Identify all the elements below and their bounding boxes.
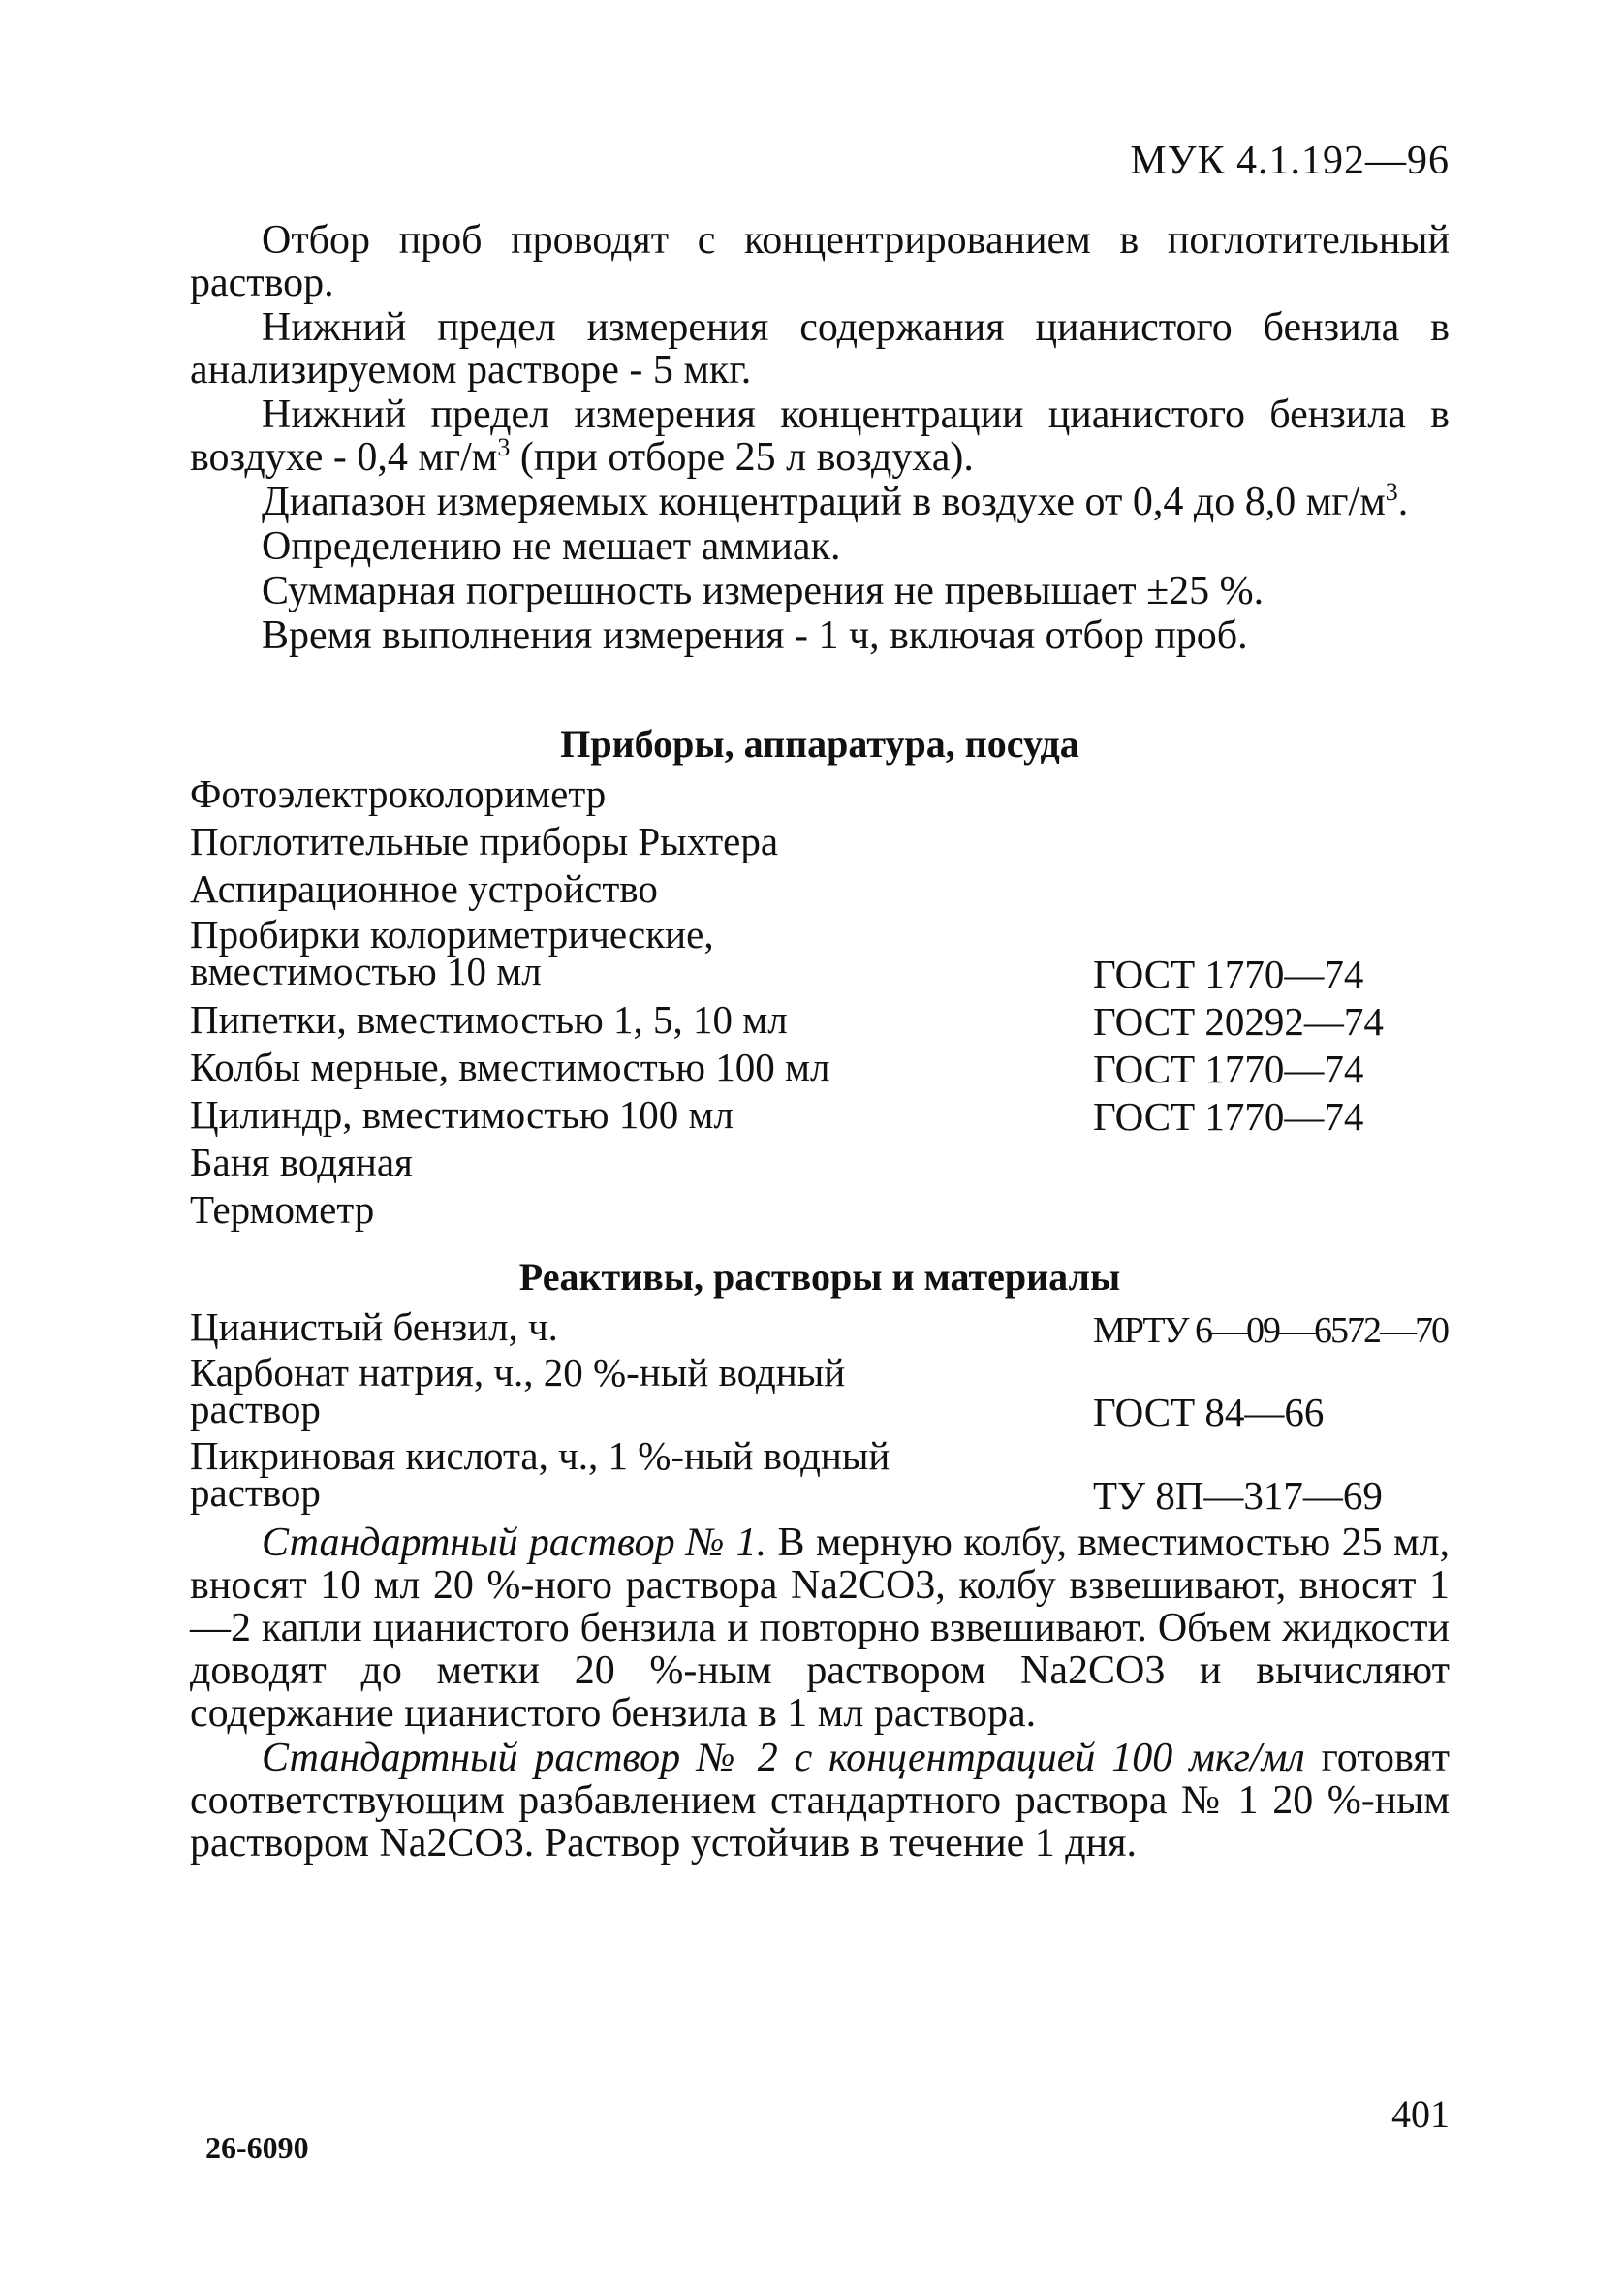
equipment-item bbox=[190, 1189, 1450, 1237]
equipment-item bbox=[190, 1094, 1450, 1142]
intro-p3-tail: (при отборе 25 л воздуха). bbox=[510, 435, 974, 480]
equipment-item-name: Фотоэлектроколориметр bbox=[190, 771, 607, 816]
intro-p4-sup: 3 bbox=[1385, 478, 1398, 506]
intro-paragraph-ammonia: Определению не мешает аммиак. bbox=[262, 524, 841, 569]
equipment-item-name: Пробирки колориметрические, вместимостью 10 мл bbox=[190, 912, 714, 993]
reagent-item-name: Цианистый бензил, ч. bbox=[190, 1304, 558, 1349]
equipment-item-name: Баня водяная bbox=[190, 1140, 413, 1184]
solution-2-text: готовят соответствующим разбавлением стандартного раствора № 1 20 %-ным раствором Na2CO3. Раствор устойчив в течение 1 дня. bbox=[190, 1736, 1450, 1866]
reagent-item-name: Пикриновая кислота, ч., 1 %-ный водный раствор bbox=[190, 1433, 890, 1515]
equipment-item-name: Поглотительные приборы Рыхтера bbox=[190, 819, 779, 863]
print-code: 26-6090 bbox=[205, 2130, 309, 2165]
solution-2-paragraph bbox=[190, 1737, 1450, 1865]
equipment-item-standard: ГОСТ 1770—74 bbox=[1093, 952, 1364, 996]
reagent-item bbox=[190, 1350, 1450, 1437]
page-number: 401 bbox=[1391, 2092, 1450, 2136]
intro-p3-sup: 3 bbox=[497, 433, 511, 461]
reagent-item-name: Карбонат натрия, ч., 20 %-ный водный раствор bbox=[190, 1350, 846, 1431]
intro-paragraph-sampling: Отбор проб проводят с концентрированием в поглотительный раствор. bbox=[190, 218, 1450, 305]
intro-paragraph-range bbox=[190, 478, 1450, 524]
equipment-item-name: Цилиндр, вместимостью 100 мл bbox=[190, 1092, 734, 1137]
equipment-item-name: Аспирационное устройство bbox=[190, 866, 658, 911]
equipment-item bbox=[190, 1142, 1450, 1189]
solutions-block bbox=[190, 1521, 1450, 1867]
intro-block bbox=[190, 219, 1450, 659]
intro-paragraph-lower-limit-solution: Нижний предел измерения содержания цианистого бензила в анализируемом растворе - 5 мкг. bbox=[190, 305, 1450, 392]
equipment-item bbox=[190, 999, 1450, 1047]
solution-1-label: Стандартный раствор № 1. bbox=[262, 1521, 767, 1565]
intro-paragraph-error: Суммарная погрешность измерения не превышает ±25 %. bbox=[262, 569, 1265, 613]
equipment-item-standard: ГОСТ 1770—74 bbox=[1093, 1047, 1364, 1091]
equipment-item-name: Колбы мерные, вместимостью 100 мл bbox=[190, 1045, 830, 1089]
reagent-item-standard: ТУ 8П—317—69 bbox=[1093, 1473, 1383, 1518]
equipment-list bbox=[190, 773, 1450, 1237]
equipment-item-standard: ГОСТ 20292—74 bbox=[1093, 999, 1384, 1044]
reagents-section-title: Реактивы, растворы и материалы bbox=[518, 1255, 1121, 1299]
reagent-item bbox=[190, 1433, 1450, 1521]
intro-paragraph-lower-limit-air bbox=[190, 393, 1450, 479]
equipment-item bbox=[190, 912, 1450, 999]
reagent-item bbox=[190, 1306, 1450, 1354]
reagent-item-standard: ГОСТ 84—66 bbox=[1093, 1390, 1325, 1434]
intro-p4-text: Диапазон измеряемых концентраций в воздухе от 0,4 до 8,0 мг/м bbox=[262, 480, 1386, 524]
intro-p3-text: Нижний предел измерения концентрации цианистого бензила в воздухе - 0,4 мг/м bbox=[190, 392, 1450, 480]
intro-paragraph-time: Время выполнения измерения - 1 ч, включая отбор проб. bbox=[262, 613, 1248, 658]
reagents-list bbox=[190, 1306, 1450, 1521]
equipment-item-name: Пипетки, вместимостью 1, 5, 10 мл bbox=[190, 997, 788, 1042]
equipment-item-name: Термометр bbox=[190, 1187, 375, 1232]
document-code-header: МУК 4.1.192—96 bbox=[1130, 139, 1450, 183]
solution-1-paragraph bbox=[190, 1521, 1450, 1735]
equipment-item bbox=[190, 773, 1450, 821]
equipment-item bbox=[190, 821, 1450, 868]
equipment-item bbox=[190, 868, 1450, 916]
equipment-item-standard: ГОСТ 1770—74 bbox=[1093, 1094, 1364, 1139]
solution-2-label: Стандартный раствор № 2 с концентрацией 100 мкг/мл bbox=[262, 1736, 1305, 1780]
solution-1-text: В мерную колбу, вместимостью 25 мл, вносят 10 мл 20 %-ного раствора Na2CO3, колбу взвешивают, вносят 1—2 капли цианистого бензила и повторно взвешивают. Объем жидкости доводят до метки 20 %-ным раствором Na2CO3 и вычисляют содержание цианистого бензила в 1 мл раствора. bbox=[190, 1521, 1450, 1736]
equipment-section-title: Приборы, аппаратура, посуда bbox=[560, 722, 1079, 766]
equipment-item bbox=[190, 1047, 1450, 1094]
reagent-item-standard: МРТУ 6—09—6572—70 bbox=[1093, 1310, 1449, 1351]
intro-p4-tail: . bbox=[1397, 480, 1409, 524]
